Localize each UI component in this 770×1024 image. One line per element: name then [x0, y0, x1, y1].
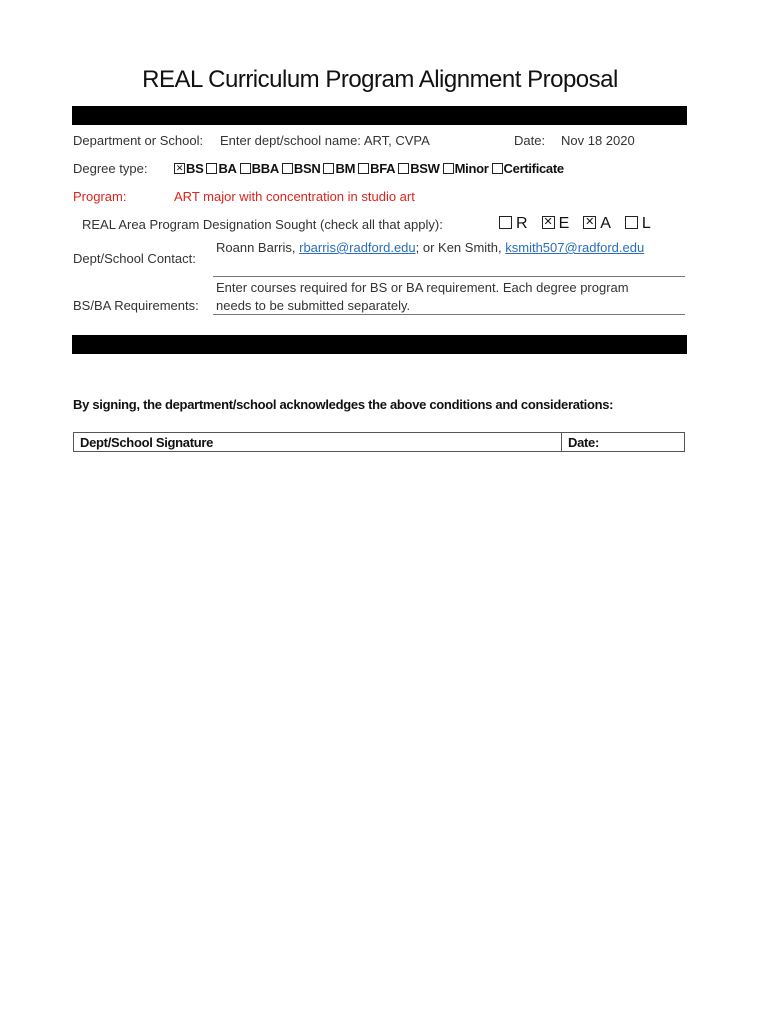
- degree-option-bsn[interactable]: [282, 161, 321, 176]
- degree-option-label: BS: [186, 161, 204, 176]
- degree-option-bba[interactable]: [240, 161, 279, 176]
- degree-option-ba[interactable]: [206, 161, 236, 176]
- date-label: Date:: [514, 133, 546, 148]
- real-designation-label: REAL Area Program Designation Sought (check all that apply):: [82, 217, 443, 232]
- real-option-a[interactable]: [583, 215, 611, 232]
- program-field[interactable]: ART major with concentration in studio art: [174, 189, 415, 204]
- requirements-line-2[interactable]: needs to be submitted separately.: [216, 298, 411, 313]
- degree-option-minor[interactable]: [443, 161, 489, 176]
- degree-option-label: Certificate: [503, 161, 564, 176]
- requirements-line-1[interactable]: Enter courses required for BS or BA requirement. Each degree program: [216, 280, 629, 295]
- contact-name-1: Roann Barris,: [216, 240, 296, 255]
- checkbox-certificate[interactable]: [492, 163, 503, 174]
- degree-option-bfa[interactable]: [358, 161, 395, 176]
- checkbox-bfa[interactable]: [358, 163, 369, 174]
- department-field[interactable]: Enter dept/school name: ART, CVPA: [220, 133, 430, 148]
- checkbox-minor[interactable]: [443, 163, 454, 174]
- contact-field[interactable]: [216, 240, 644, 255]
- signature-cell[interactable]: Dept/School Signature: [80, 435, 214, 450]
- signature-table: [73, 432, 685, 452]
- requirements-underline: [213, 314, 685, 315]
- checkbox-bm[interactable]: [323, 163, 334, 174]
- degree-type-label: Degree type:: [73, 161, 148, 176]
- degree-option-certificate[interactable]: [492, 161, 564, 176]
- degree-option-label: BA: [218, 161, 237, 176]
- checkbox-a[interactable]: [583, 216, 596, 229]
- checkbox-ba[interactable]: [206, 163, 217, 174]
- email-link-2[interactable]: ksmith507@radford.edu: [505, 240, 645, 255]
- checkbox-r[interactable]: [499, 216, 512, 229]
- signature-date-cell[interactable]: Date:: [568, 435, 600, 450]
- degree-option-bsw[interactable]: [398, 161, 439, 176]
- contact-underline: [213, 276, 685, 277]
- checkbox-e[interactable]: [542, 216, 555, 229]
- degree-option-bs[interactable]: [174, 161, 203, 176]
- real-option-r[interactable]: [499, 215, 528, 232]
- real-option-l[interactable]: [625, 215, 651, 232]
- real-option-e[interactable]: [542, 215, 570, 232]
- degree-option-label: BBA: [251, 161, 279, 176]
- degree-option-label: BSW: [410, 161, 440, 176]
- contact-separator: ; or Ken Smith,: [415, 240, 502, 255]
- date-field[interactable]: Nov 18 2020: [561, 133, 635, 148]
- degree-option-bm[interactable]: [323, 161, 355, 176]
- acknowledgement-text: By signing, the department/school acknowledges the above conditions and considerations:: [73, 397, 614, 412]
- requirements-label: BS/BA Requirements:: [73, 298, 199, 313]
- real-option-label: L: [641, 215, 651, 232]
- degree-option-label: BM: [335, 161, 356, 176]
- section-bar: [72, 335, 687, 354]
- real-option-label: A: [600, 215, 611, 232]
- degree-option-label: BSN: [293, 161, 321, 176]
- header-bar: [72, 106, 687, 125]
- checkbox-bsw[interactable]: [398, 163, 409, 174]
- degree-options: [174, 161, 567, 176]
- contact-label: Dept/School Contact:: [73, 251, 196, 266]
- checkbox-bba[interactable]: [240, 163, 251, 174]
- real-designation-options: [499, 215, 651, 233]
- checkbox-bs[interactable]: [174, 163, 185, 174]
- degree-option-label: BFA: [370, 161, 396, 176]
- real-option-label: R: [516, 215, 528, 232]
- email-link-1[interactable]: rbarris@radford.edu: [299, 240, 416, 255]
- checkbox-bsn[interactable]: [282, 163, 293, 174]
- real-option-label: E: [558, 215, 570, 232]
- degree-option-label: Minor: [454, 161, 489, 176]
- program-label: Program:: [73, 189, 127, 204]
- checkbox-l[interactable]: [625, 216, 638, 229]
- page-title: REAL Curriculum Program Alignment Proposal: [142, 66, 618, 93]
- department-label: Department or School:: [73, 133, 204, 148]
